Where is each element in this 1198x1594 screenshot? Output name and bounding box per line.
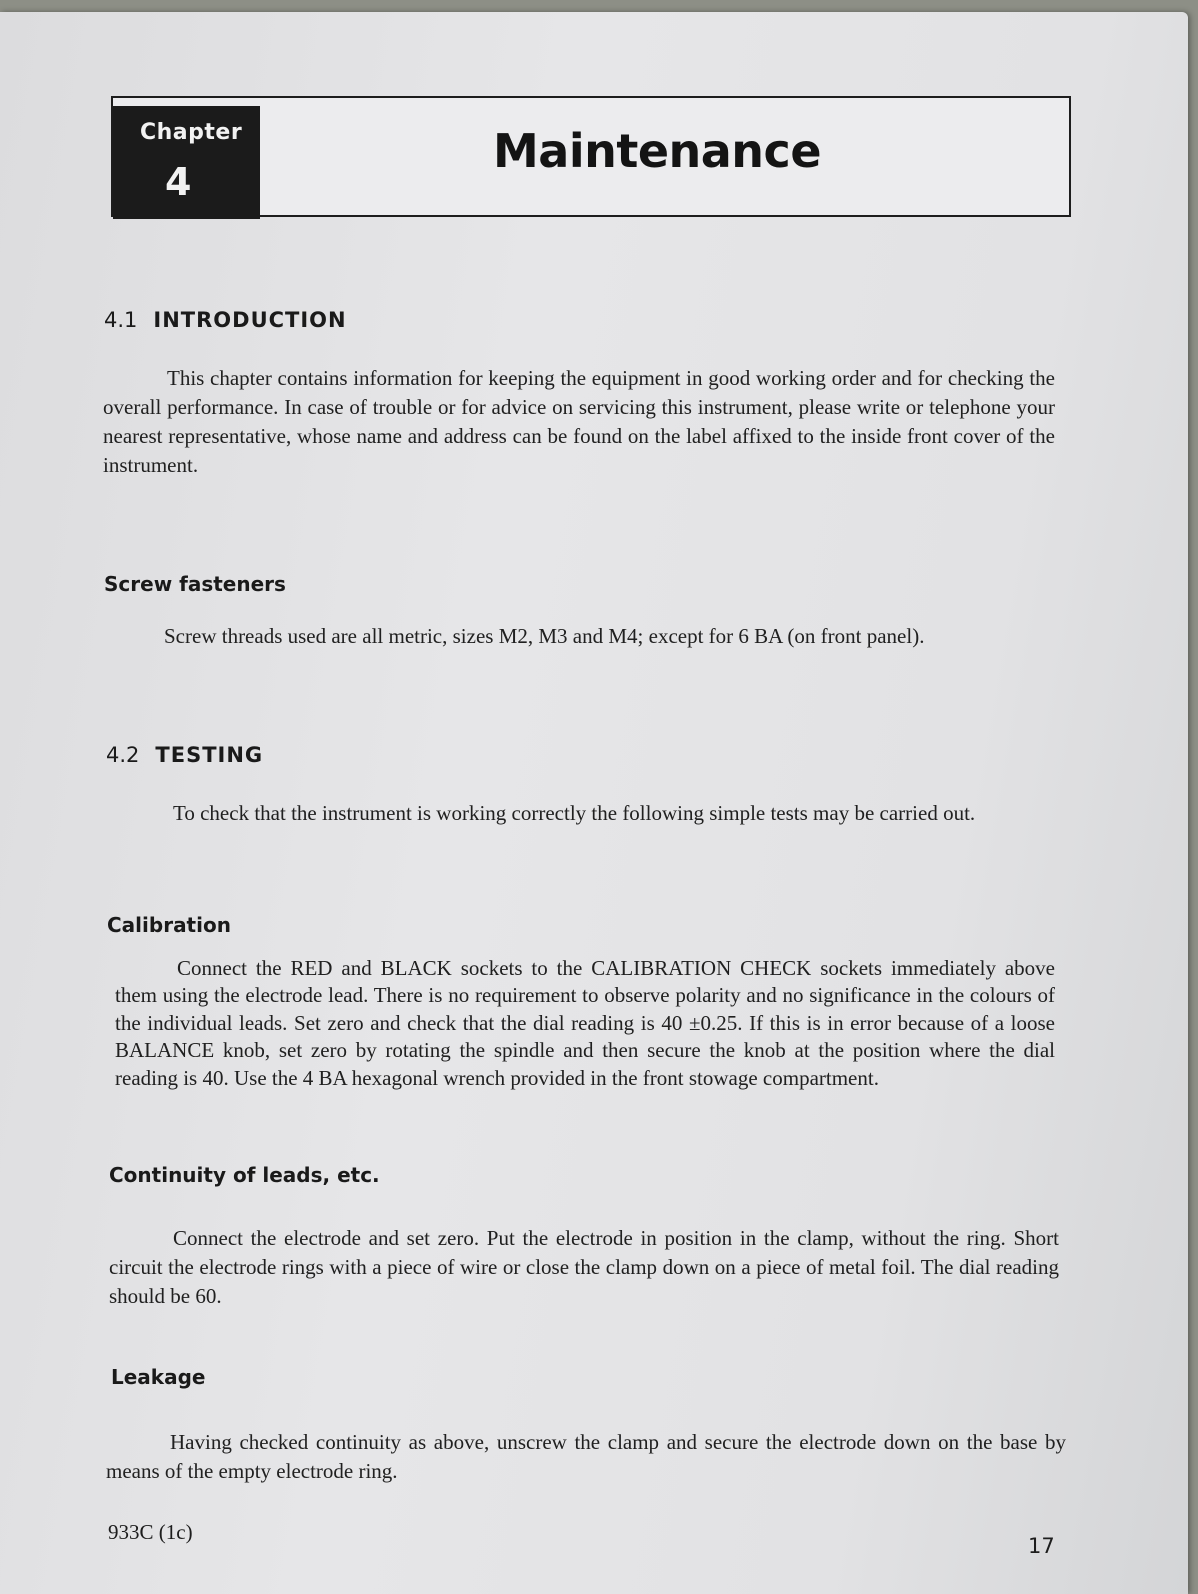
continuity-paragraph: Connect the electrode and set zero. Put the electrode in position in the clamp, without the ring. Short circuit the electrode rings with a piece of wire or close the clamp down on a piece of metal foil. The dial reading should be 60. [109,1226,1059,1308]
chapter-badge [113,106,260,219]
section-title: INTRODUCTION [153,308,347,332]
section-heading-testing [106,743,263,767]
section-number: 4.1 [104,308,138,332]
chapter-label: Chapter [140,120,243,145]
testing-paragraph: To check that the instrument is working correctly the following simple tests may be carried out. [173,801,976,825]
subheading-leakage: Leakage [111,1365,206,1389]
document-code: 933C (1c) [108,1520,193,1544]
leakage-paragraph: Having checked continuity as above, unscrew the clamp and secure the electrode down on the base by means of the empty electrode ring. [106,1430,1066,1483]
screw-fasteners-paragraph: Screw threads used are all metric, sizes M2, M3 and M4; except for 6 BA (on front panel). [164,624,925,648]
calibration-paragraph: Connect the RED and BLACK sockets to the CALIBRATION CHECK sockets immediately above them using the electrode lead. There is no requirement to observe polarity and no significance in the colours of the individual leads. Set zero and check that the dial reading is 40 ±0.25. If this is in error because of a loose BALANCE knob, set zero by rotating the spindle and then secure the knob at the position where the dial reading is 40. Use the 4 BA hexagonal wrench provided in the front stowage compartment. [115,956,1055,1090]
subheading-calibration: Calibration [107,913,231,937]
section-title: TESTING [155,743,264,767]
chapter-title: Maintenance [493,124,822,178]
section-heading-introduction [104,308,347,332]
page-number: 17 [1028,1534,1055,1558]
introduction-paragraph: This chapter contains information for keeping the equipment in good working order and for checking the overall performance. In case of trouble or for advice on servicing this instrument, please write or telephone your nearest representative, whose name and address can be found on the label affixed to the inside front cover of the instrument. [103,366,1055,477]
section-number: 4.2 [106,743,140,767]
document-page [0,12,1188,1594]
chapter-number: 4 [165,160,192,204]
subheading-continuity: Continuity of leads, etc. [109,1163,380,1187]
subheading-screw-fasteners: Screw fasteners [104,572,286,596]
chapter-header [111,96,1071,217]
